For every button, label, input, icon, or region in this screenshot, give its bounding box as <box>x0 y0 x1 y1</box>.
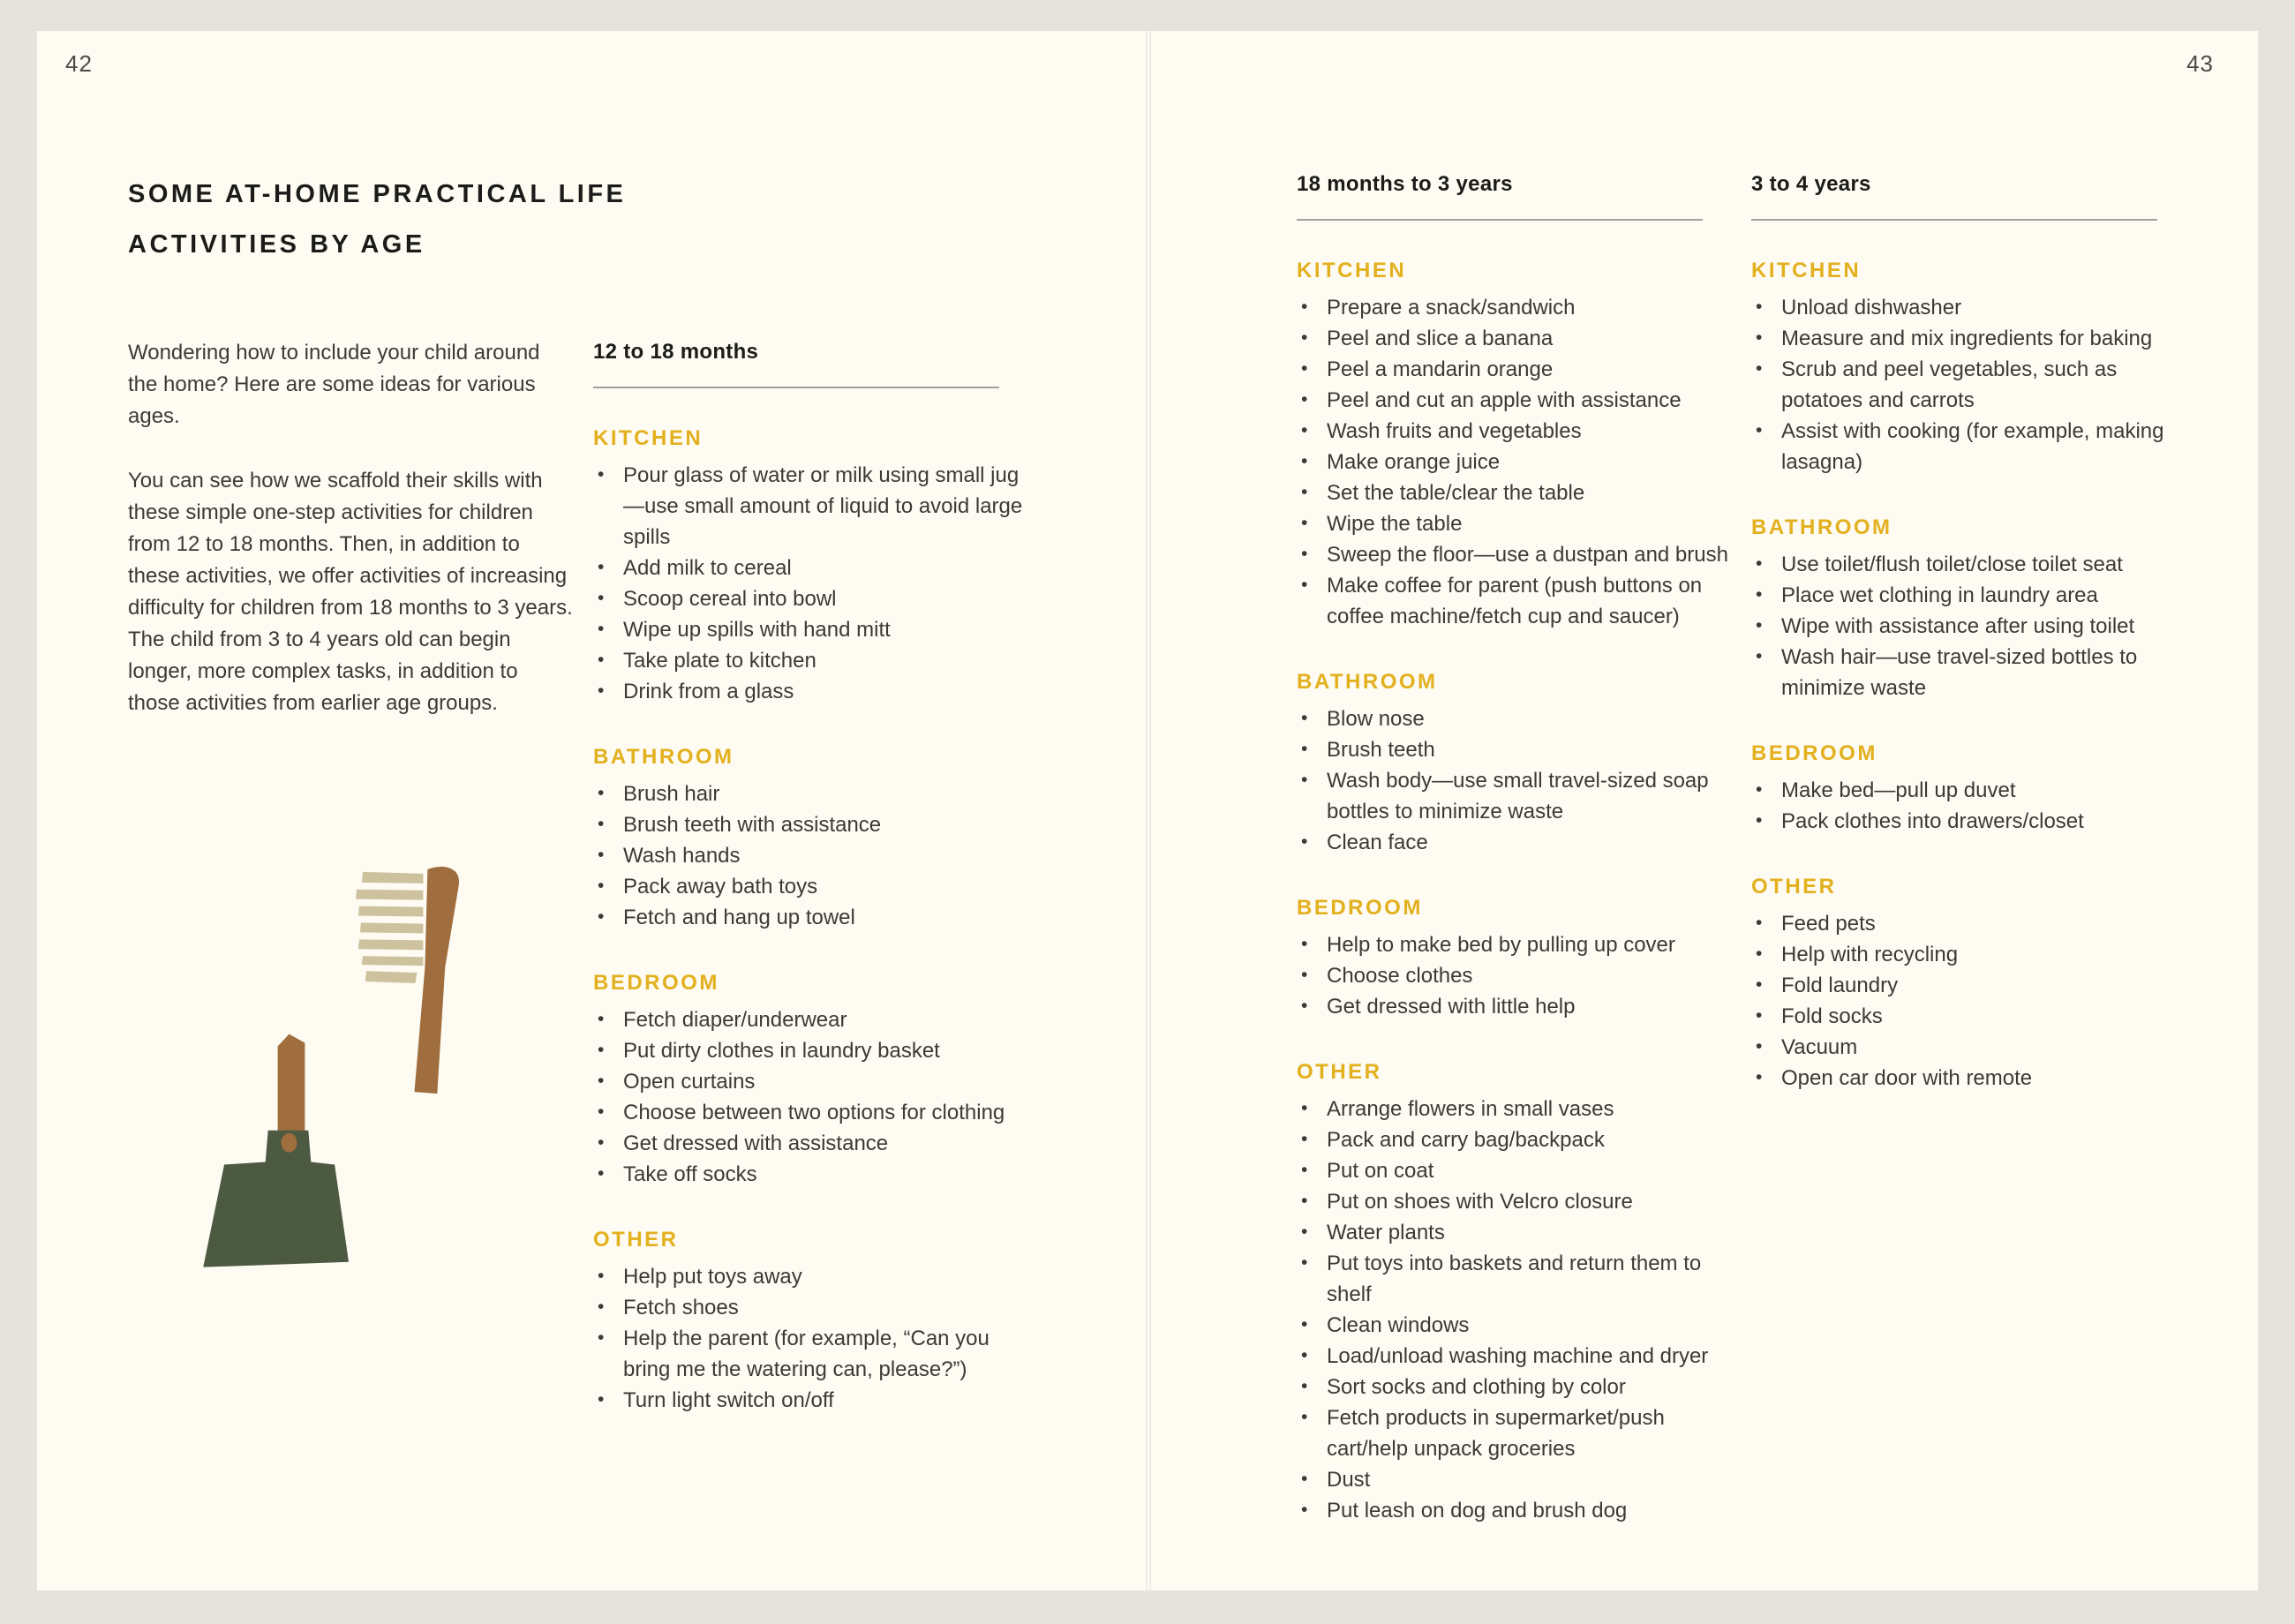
activity-list <box>1297 1094 1742 1526</box>
activity-item: • Vacuum <box>1751 1032 2197 1063</box>
book-spread-pages <box>37 31 2258 1590</box>
age-heading: 18 months to 3 years <box>1297 172 1513 196</box>
age-column-18-months-3-years <box>1297 172 1742 1526</box>
age-heading: 3 to 4 years <box>1751 172 1871 196</box>
section-label: BATHROOM <box>593 745 734 769</box>
activity-item: • Wash hair—use travel-sized bottles to minimize waste <box>1751 642 2197 703</box>
section-label: OTHER <box>1751 875 1837 898</box>
activity-item: • Fold socks <box>1751 1001 2197 1032</box>
activity-item: • Unload dishwasher <box>1751 292 2197 323</box>
section-label: KITCHEN <box>1751 259 1862 282</box>
activity-item: • Fetch products in supermarket/push cart/help unpack groceries <box>1297 1402 1742 1464</box>
section-label: KITCHEN <box>593 426 704 450</box>
activity-section <box>1751 515 2197 703</box>
activity-item: • Get dressed with assistance <box>593 1128 1039 1159</box>
section-label: OTHER <box>1297 1060 1382 1084</box>
activity-item: • Clean face <box>1297 827 1742 858</box>
activity-item: • Put on shoes with Velcro closure <box>1297 1186 1742 1217</box>
activity-list <box>1297 703 1742 858</box>
section-label: BATHROOM <box>1297 670 1438 694</box>
activity-item: • Scoop cereal into bowl <box>593 583 1039 614</box>
activity-item: • Put on coat <box>1297 1155 1742 1186</box>
activity-section <box>593 971 1039 1190</box>
activity-item: • Wipe up spills with hand mitt <box>593 614 1039 645</box>
activity-section <box>593 745 1039 933</box>
page-title-line2: ACTIVITIES BY AGE <box>128 230 425 259</box>
activity-item: • Make coffee for parent (push buttons on coffee machine/fetch cup and saucer) <box>1297 570 1742 632</box>
activity-list <box>1751 549 2197 703</box>
activity-item: • Put toys into baskets and return them to shelf <box>1297 1248 1742 1310</box>
activity-item: • Help to make bed by pulling up cover <box>1297 929 1742 960</box>
activity-item: • Wash fruits and vegetables <box>1297 416 1742 447</box>
activity-item: • Open car door with remote <box>1751 1063 2197 1094</box>
activity-item: • Brush teeth <box>1297 734 1742 765</box>
activity-item: • Put leash on dog and brush dog <box>1297 1495 1742 1526</box>
section-label: OTHER <box>593 1228 679 1252</box>
heading-rule <box>593 387 999 388</box>
activity-item: • Brush hair <box>593 778 1039 809</box>
page-title <box>128 169 626 270</box>
heading-rule <box>1297 219 1703 221</box>
sections-container <box>1297 259 1742 1526</box>
age-heading: 12 to 18 months <box>593 340 759 364</box>
activity-item: • Feed pets <box>1751 908 2197 939</box>
activity-item: • Add milk to cereal <box>593 553 1039 583</box>
activity-item: • Make orange juice <box>1297 447 1742 477</box>
illustration-svg <box>161 861 540 1351</box>
section-label: BATHROOM <box>1751 515 1892 539</box>
activity-section <box>1751 259 2197 477</box>
activity-item: • Pack and carry bag/backpack <box>1297 1124 1742 1155</box>
activity-item: • Help the parent (for example, “Can you bring me the watering can, please?”) <box>593 1323 1039 1385</box>
activity-item: • Get dressed with little help <box>1297 991 1742 1022</box>
activity-list <box>593 1004 1039 1190</box>
activity-item: • Wash hands <box>593 840 1039 871</box>
hand-brush-and-dustpan-illustration <box>161 861 540 1351</box>
activity-item: • Clean windows <box>1297 1310 1742 1341</box>
activity-item: • Wipe with assistance after using toilet <box>1751 611 2197 642</box>
activity-item: • Use toilet/flush toilet/close toilet seat <box>1751 549 2197 580</box>
activity-item: • Peel and slice a banana <box>1297 323 1742 354</box>
activity-item: • Measure and mix ingredients for baking <box>1751 323 2197 354</box>
activity-item: • Peel and cut an apple with assistance <box>1297 385 1742 416</box>
activity-list <box>1297 292 1742 632</box>
activity-list <box>1751 775 2197 837</box>
activity-item: • Prepare a snack/sandwich <box>1297 292 1742 323</box>
activity-item: • Pack clothes into drawers/closet <box>1751 806 2197 837</box>
activity-item: • Take off socks <box>593 1159 1039 1190</box>
intro-text <box>128 337 574 752</box>
page-title-line1: SOME AT-HOME PRACTICAL LIFE <box>128 180 627 209</box>
activity-item: • Choose between two options for clothing <box>593 1097 1039 1128</box>
activity-item: • Wash body—use small travel-sized soap bottles to minimize waste <box>1297 765 1742 827</box>
activity-item: • Blow nose <box>1297 703 1742 734</box>
activity-item: • Peel a mandarin orange <box>1297 354 1742 385</box>
activity-item: • Make bed—pull up duvet <box>1751 775 2197 806</box>
activity-item: • Choose clothes <box>1297 960 1742 991</box>
activity-item: • Take plate to kitchen <box>593 645 1039 676</box>
activity-list <box>1751 292 2197 477</box>
intro-paragraph-2: You can see how we scaffold their skills with these simple one-step activities for children from 12 to 18 months. Then, in addition to these activities, we offer activities of increasing difficulty for children from 18 months to 3 years. The child from 3 to 4 years old can begin longer, more complex tasks, in addition to those activities from earlier age groups. <box>128 469 573 715</box>
activity-item: • Scrub and peel vegetables, such as potatoes and carrots <box>1751 354 2197 416</box>
page-number-right: 43 <box>2186 50 2214 77</box>
activity-item: • Fetch diaper/underwear <box>593 1004 1039 1035</box>
activity-item: • Help put toys away <box>593 1261 1039 1292</box>
page-right <box>1151 31 2258 1590</box>
activity-item: • Set the table/clear the table <box>1297 477 1742 508</box>
activity-section <box>1297 670 1742 858</box>
activity-section <box>1751 741 2197 837</box>
activity-item: • Wipe the table <box>1297 508 1742 539</box>
activity-item: • Place wet clothing in laundry area <box>1751 580 2197 611</box>
activity-list <box>593 460 1039 707</box>
activity-item: • Dust <box>1297 1464 1742 1495</box>
activity-item: • Put dirty clothes in laundry basket <box>593 1035 1039 1066</box>
activity-section <box>1297 896 1742 1022</box>
activity-item: • Assist with cooking (for example, making lasagna) <box>1751 416 2197 477</box>
sections-container <box>1751 259 2197 1094</box>
activity-item: • Pack away bath toys <box>593 871 1039 902</box>
activity-item: • Drink from a glass <box>593 676 1039 707</box>
activity-item: • Open curtains <box>593 1066 1039 1097</box>
activity-section <box>1297 1060 1742 1526</box>
activity-list <box>593 778 1039 933</box>
age-column-12-18-months <box>593 340 1039 1416</box>
activity-list <box>1751 908 2197 1094</box>
brush-bristles <box>356 872 423 983</box>
section-label: BEDROOM <box>593 971 719 995</box>
activity-list <box>593 1261 1039 1416</box>
activity-item: • Load/unload washing machine and dryer <box>1297 1341 1742 1372</box>
section-label: BEDROOM <box>1751 741 1877 765</box>
page-number-left: 42 <box>65 50 93 77</box>
activity-item: • Fold laundry <box>1751 970 2197 1001</box>
activity-item: • Fetch shoes <box>593 1292 1039 1323</box>
activity-item: • Pour glass of water or milk using small jug—use small amount of liquid to avoid large spills <box>593 460 1039 553</box>
section-label: KITCHEN <box>1297 259 1407 282</box>
activity-item: • Water plants <box>1297 1217 1742 1248</box>
activity-section <box>593 426 1039 707</box>
dustpan-body <box>203 1131 349 1267</box>
section-label: BEDROOM <box>1297 896 1423 920</box>
activity-item: • Brush teeth with assistance <box>593 809 1039 840</box>
activity-section <box>593 1228 1039 1416</box>
activity-item: • Sweep the floor—use a dustpan and brush <box>1297 539 1742 570</box>
activity-item: • Help with recycling <box>1751 939 2197 970</box>
activity-section <box>1297 259 1742 632</box>
activity-item: • Sort socks and clothing by color <box>1297 1372 1742 1402</box>
activity-item: • Arrange flowers in small vases <box>1297 1094 1742 1124</box>
activity-item: • Fetch and hang up towel <box>593 902 1039 933</box>
activity-section <box>1751 875 2197 1094</box>
heading-rule <box>1751 219 2157 221</box>
sections-container <box>593 426 1039 1416</box>
dustpan-rivet <box>282 1133 297 1153</box>
dustpan-handle <box>278 1034 305 1139</box>
age-column-3-4-years <box>1751 172 2197 1094</box>
page-left <box>37 31 1146 1590</box>
activity-item: • Turn light switch on/off <box>593 1385 1039 1416</box>
activity-list <box>1297 929 1742 1022</box>
brush-handle <box>414 867 459 1094</box>
intro-paragraph-1: Wondering how to include your child around the home? Here are some ideas for various ages. <box>128 341 540 428</box>
